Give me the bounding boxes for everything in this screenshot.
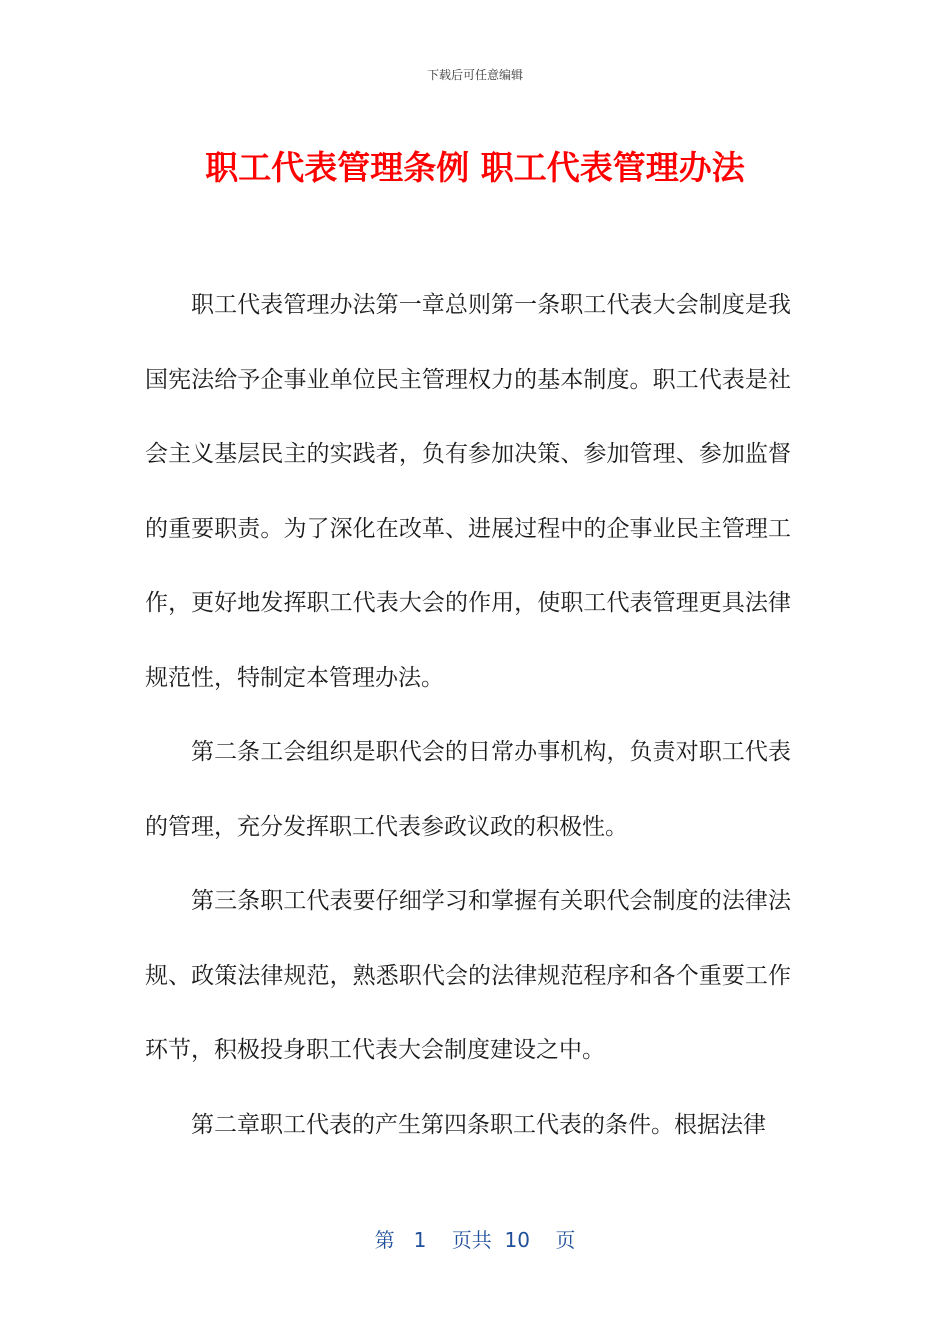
current-page-number: 1 <box>413 1228 427 1252</box>
footer-suffix: 页 <box>555 1228 576 1252</box>
page-footer <box>0 1224 950 1253</box>
paragraph: 第三条职工代表要仔细学习和掌握有关职代会制度的法律法规、政策法律规范，熟悉职代会的法律规范程序和各个重要工作环节，积极投身职工代表大会制度建设之中。 <box>145 888 791 1063</box>
paragraph: 职工代表管理办法第一章总则第一条职工代表大会制度是我国宪法给予企事业单位民主管理权力的基本制度。职工代表是社会主义基层民主的实践者，负有参加决策、参加管理、参加监督的重要职责。为了深化在改革、进展过程中的企事业民主管理工作，更好地发挥职工代表大会的作用，使职工代表管理更具法律规范性，特制定本管理办法。 <box>145 292 791 691</box>
total-pages-number: 10 <box>504 1228 530 1252</box>
paragraph: 第二章职工代表的产生第四条职工代表的条件。根据法律 <box>191 1111 766 1138</box>
footer-prefix: 第 <box>374 1228 395 1252</box>
page-header-note: 下载后可任意编辑 <box>426 68 523 82</box>
document-title: 职工代表管理条例 职工代表管理办法 <box>205 148 745 187</box>
paragraph: 第二条工会组织是职代会的日常办事机构，负责对职工代表的管理，充分发挥职工代表参政议政的积极性。 <box>145 739 791 840</box>
footer-middle: 页共 <box>451 1228 492 1252</box>
document-body <box>145 268 791 1162</box>
